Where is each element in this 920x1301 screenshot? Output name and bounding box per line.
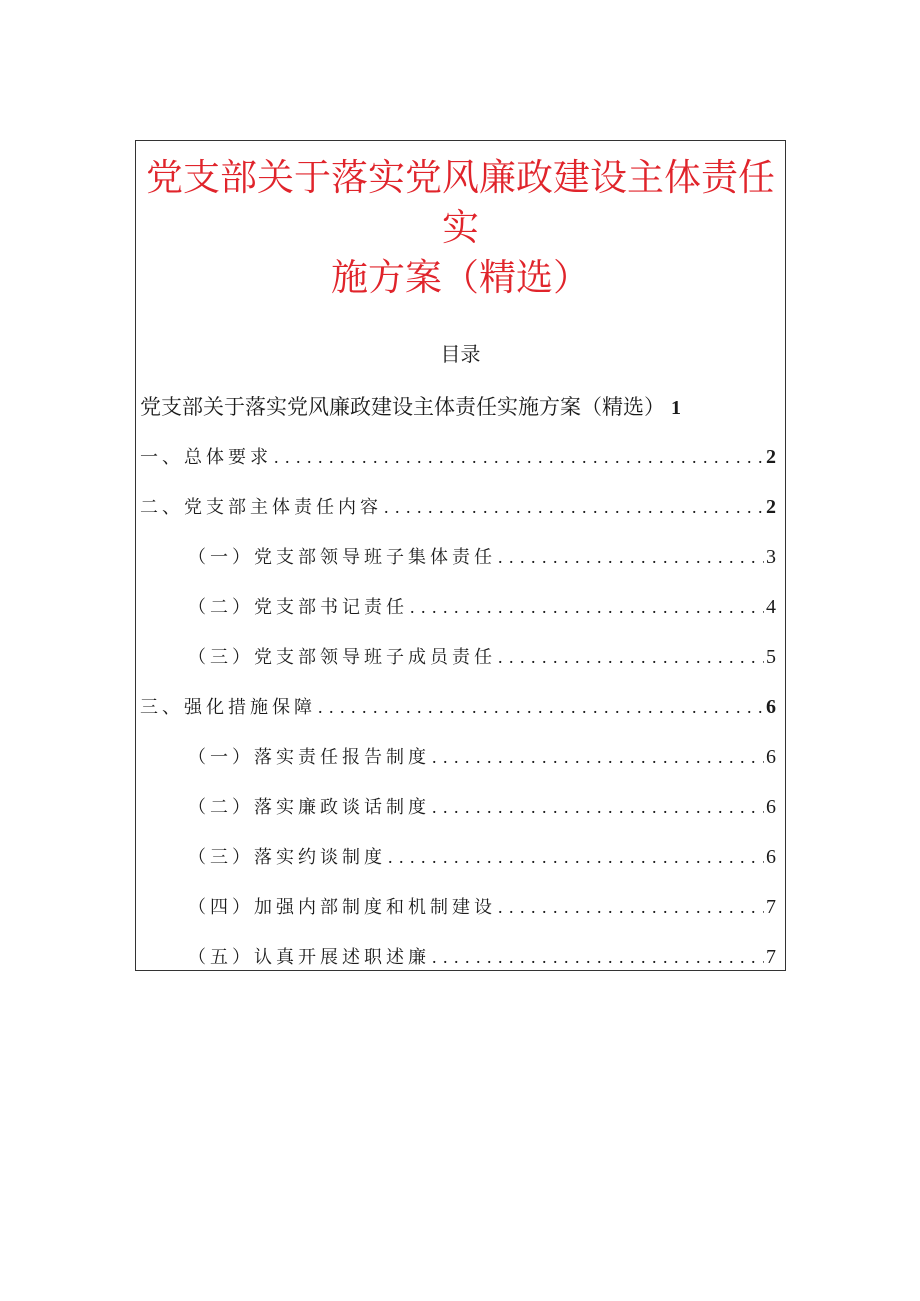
- toc-entry-label: 二、党支部主体责任内容: [140, 497, 382, 518]
- toc-entry-general-requirements[interactable]: [140, 443, 776, 469]
- toc-entry-page: 7: [766, 946, 776, 968]
- toc-leader-dots: [498, 647, 764, 668]
- toc-entry-internal-mechanism[interactable]: [188, 893, 776, 919]
- toc-leader-dots: [384, 497, 764, 518]
- toc-entry-label: （一）落实责任报告制度: [188, 747, 430, 768]
- toc-heading: 目录: [440, 342, 481, 366]
- toc-entry-label: （二）落实廉政谈话制度: [188, 797, 430, 818]
- toc-entry-interview-system[interactable]: [188, 843, 776, 869]
- toc-entry-collective-responsibility[interactable]: [188, 543, 776, 569]
- toc-entry-label: （二）党支部书记责任: [188, 597, 408, 618]
- toc-entry-page: 3: [766, 546, 776, 568]
- document-title-line2: 施方案（精选）: [331, 256, 590, 299]
- toc-entry-page: 6: [766, 696, 776, 718]
- toc-entry-page: 6: [766, 846, 776, 868]
- toc-entry-page: 2: [766, 446, 776, 468]
- toc-entry-label: （五）认真开展述职述廉: [188, 947, 430, 968]
- toc-entry-page: 5: [766, 646, 776, 668]
- toc-entry-page: 4: [766, 596, 776, 618]
- toc-leader-dots: [498, 897, 764, 918]
- toc-entry-member-responsibility[interactable]: [188, 643, 776, 669]
- document-title: [136, 153, 785, 303]
- toc-entry-label: 三、强化措施保障: [140, 697, 316, 718]
- toc-leader-dots: [432, 797, 764, 818]
- toc-entry-branch-responsibilities[interactable]: [140, 493, 776, 519]
- toc-entry-duty-report[interactable]: [188, 943, 776, 969]
- toc-leader-dots: [432, 947, 764, 968]
- toc-entry-page: 7: [766, 896, 776, 918]
- toc-leader-dots: [410, 597, 764, 618]
- toc-entry-label: （三）落实约谈制度: [188, 847, 386, 868]
- toc-leader-dots: [318, 697, 764, 718]
- toc-entry-safeguard-measures[interactable]: [140, 693, 776, 719]
- document-frame: [135, 140, 786, 971]
- document-title-line1: 党支部关于落实党风廉政建设主体责任实: [146, 156, 775, 249]
- toc-entry-page: 1: [671, 397, 681, 419]
- toc-entry-label: 党支部关于落实党风廉政建设主体责任实施方案（精选）: [140, 395, 665, 419]
- toc-leader-dots: [388, 847, 764, 868]
- toc-entry-label: （四）加强内部制度和机制建设: [188, 897, 496, 918]
- toc-entry-page: 6: [766, 746, 776, 768]
- toc-entry-page: 6: [766, 796, 776, 818]
- toc-entry-main-title[interactable]: [140, 391, 771, 421]
- toc-entry-integrity-talk-system[interactable]: [188, 793, 776, 819]
- toc-entry-reporting-system[interactable]: [188, 743, 776, 769]
- toc-entry-label: 一、总体要求: [140, 447, 272, 468]
- toc-leader-dots: [498, 547, 764, 568]
- toc-entry-label: （一）党支部领导班子集体责任: [188, 547, 496, 568]
- toc-leader-dots: [432, 747, 764, 768]
- toc-leader-dots: [274, 447, 764, 468]
- toc-entry-page: 2: [766, 496, 776, 518]
- toc-entry-secretary-responsibility[interactable]: [188, 593, 776, 619]
- toc-entry-label: （三）党支部领导班子成员责任: [188, 647, 496, 668]
